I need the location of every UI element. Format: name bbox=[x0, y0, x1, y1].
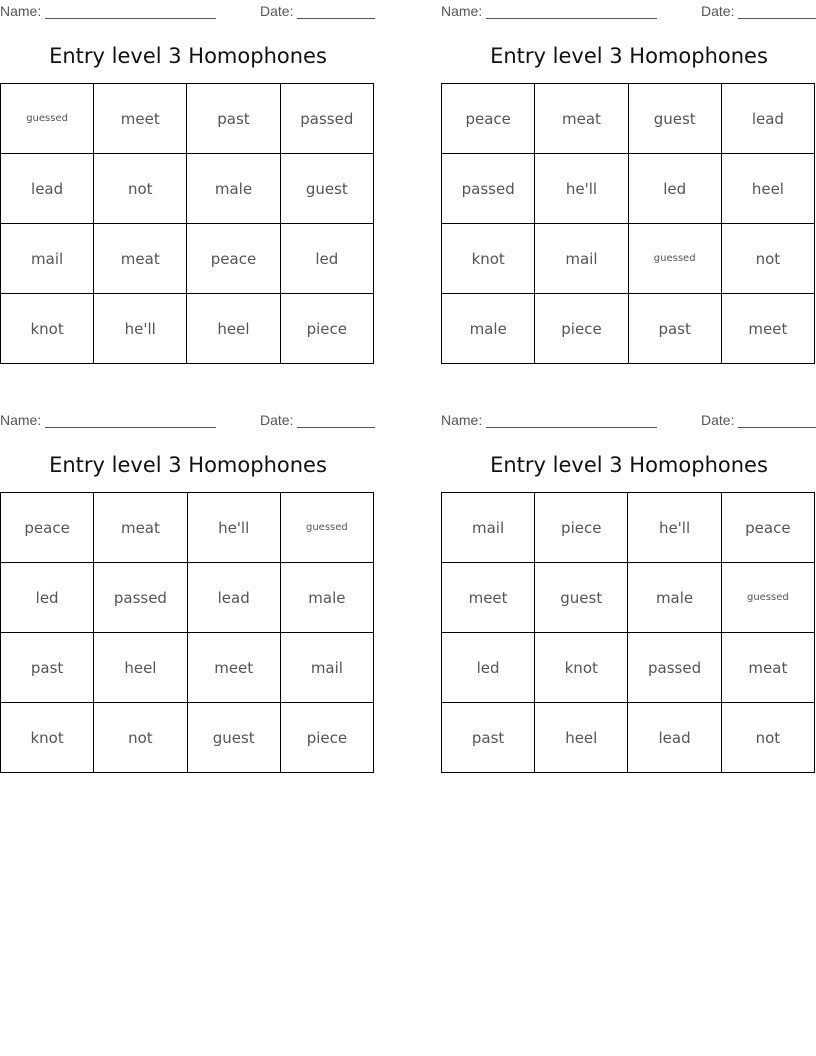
grid-cell: lead bbox=[628, 703, 721, 773]
grid-cell: past bbox=[1, 633, 94, 703]
grid-cell: lead bbox=[721, 84, 814, 154]
grid-cell: passed bbox=[94, 563, 187, 633]
grid-cell: meet bbox=[187, 633, 280, 703]
grid-cell: piece bbox=[535, 493, 628, 563]
date-blank-line bbox=[297, 414, 375, 428]
name-label: Name: bbox=[0, 412, 42, 428]
grid-cell: guessed bbox=[628, 224, 721, 294]
name-label: Name: bbox=[0, 3, 42, 19]
name-field bbox=[441, 412, 657, 428]
grid-cell: male bbox=[628, 563, 721, 633]
grid-cell: knot bbox=[1, 703, 94, 773]
grid-cell: guessed bbox=[1, 84, 94, 154]
grid-row bbox=[442, 563, 815, 633]
card-title: Entry level 3 Homophones bbox=[49, 44, 327, 68]
grid-cell: heel bbox=[187, 294, 280, 364]
bingo-grid bbox=[441, 83, 815, 364]
date-field bbox=[701, 412, 816, 428]
grid-cell: knot bbox=[442, 224, 535, 294]
name-field bbox=[0, 3, 216, 19]
bingo-grid bbox=[0, 492, 374, 773]
grid-cell: peace bbox=[1, 493, 94, 563]
grid-cell: knot bbox=[1, 294, 94, 364]
grid-cell: peace bbox=[721, 493, 814, 563]
grid-row bbox=[442, 294, 815, 364]
grid-row bbox=[1, 493, 374, 563]
grid-cell: guest bbox=[280, 154, 373, 224]
grid-cell: he'll bbox=[535, 154, 628, 224]
grid-row bbox=[1, 633, 374, 703]
grid-row bbox=[442, 224, 815, 294]
date-label: Date: bbox=[260, 412, 294, 428]
grid-cell: male bbox=[187, 154, 280, 224]
grid-cell: passed bbox=[442, 154, 535, 224]
grid-cell: mail bbox=[442, 493, 535, 563]
card-title: Entry level 3 Homophones bbox=[49, 453, 327, 477]
card-title: Entry level 3 Homophones bbox=[490, 453, 768, 477]
grid-cell: not bbox=[721, 224, 814, 294]
name-blank-line bbox=[45, 414, 216, 428]
grid-cell: guessed bbox=[280, 493, 373, 563]
grid-row bbox=[1, 84, 374, 154]
grid-cell: knot bbox=[535, 633, 628, 703]
grid-cell: peace bbox=[442, 84, 535, 154]
grid-cell: past bbox=[442, 703, 535, 773]
grid-row bbox=[442, 154, 815, 224]
grid-cell: peace bbox=[187, 224, 280, 294]
grid-cell: passed bbox=[628, 633, 721, 703]
grid-cell: led bbox=[280, 224, 373, 294]
grid-cell: piece bbox=[535, 294, 628, 364]
card-title: Entry level 3 Homophones bbox=[490, 44, 768, 68]
name-blank-line bbox=[486, 5, 657, 19]
grid-row bbox=[1, 563, 374, 633]
date-label: Date: bbox=[701, 3, 735, 19]
grid-cell: piece bbox=[280, 294, 373, 364]
grid-cell: meat bbox=[721, 633, 814, 703]
grid-cell: not bbox=[721, 703, 814, 773]
date-label: Date: bbox=[260, 3, 294, 19]
grid-cell: past bbox=[628, 294, 721, 364]
bingo-grid bbox=[441, 492, 815, 773]
grid-cell: not bbox=[94, 703, 187, 773]
grid-cell: guest bbox=[628, 84, 721, 154]
name-field bbox=[0, 412, 216, 428]
grid-row bbox=[442, 493, 815, 563]
grid-cell: he'll bbox=[187, 493, 280, 563]
grid-cell: not bbox=[94, 154, 187, 224]
date-field bbox=[260, 412, 375, 428]
grid-cell: lead bbox=[187, 563, 280, 633]
name-label: Name: bbox=[441, 3, 483, 19]
name-field bbox=[441, 3, 657, 19]
grid-cell: led bbox=[628, 154, 721, 224]
date-blank-line bbox=[738, 5, 816, 19]
grid-cell: heel bbox=[94, 633, 187, 703]
grid-cell: lead bbox=[1, 154, 94, 224]
grid-cell: mail bbox=[535, 224, 628, 294]
grid-cell: passed bbox=[280, 84, 373, 154]
grid-cell: meet bbox=[442, 563, 535, 633]
grid-cell: meat bbox=[94, 493, 187, 563]
grid-row bbox=[442, 84, 815, 154]
grid-cell: past bbox=[187, 84, 280, 154]
grid-cell: led bbox=[442, 633, 535, 703]
grid-cell: mail bbox=[1, 224, 94, 294]
grid-cell: guessed bbox=[721, 563, 814, 633]
date-field bbox=[260, 3, 375, 19]
name-blank-line bbox=[486, 414, 657, 428]
date-blank-line bbox=[738, 414, 816, 428]
grid-cell: male bbox=[442, 294, 535, 364]
date-label: Date: bbox=[701, 412, 735, 428]
grid-row bbox=[442, 633, 815, 703]
grid-cell: male bbox=[280, 563, 373, 633]
grid-cell: he'll bbox=[94, 294, 187, 364]
name-label: Name: bbox=[441, 412, 483, 428]
grid-row bbox=[1, 224, 374, 294]
grid-row bbox=[442, 703, 815, 773]
grid-cell: mail bbox=[280, 633, 373, 703]
grid-cell: he'll bbox=[628, 493, 721, 563]
grid-row bbox=[1, 703, 374, 773]
bingo-grid bbox=[0, 83, 374, 364]
grid-cell: heel bbox=[535, 703, 628, 773]
date-field bbox=[701, 3, 816, 19]
grid-cell: meat bbox=[94, 224, 187, 294]
grid-cell: meat bbox=[535, 84, 628, 154]
grid-cell: meet bbox=[94, 84, 187, 154]
grid-row bbox=[1, 154, 374, 224]
grid-cell: guest bbox=[535, 563, 628, 633]
grid-cell: piece bbox=[280, 703, 373, 773]
grid-cell: led bbox=[1, 563, 94, 633]
date-blank-line bbox=[297, 5, 375, 19]
name-blank-line bbox=[45, 5, 216, 19]
grid-row bbox=[1, 294, 374, 364]
grid-cell: guest bbox=[187, 703, 280, 773]
grid-cell: meet bbox=[721, 294, 814, 364]
grid-cell: heel bbox=[721, 154, 814, 224]
